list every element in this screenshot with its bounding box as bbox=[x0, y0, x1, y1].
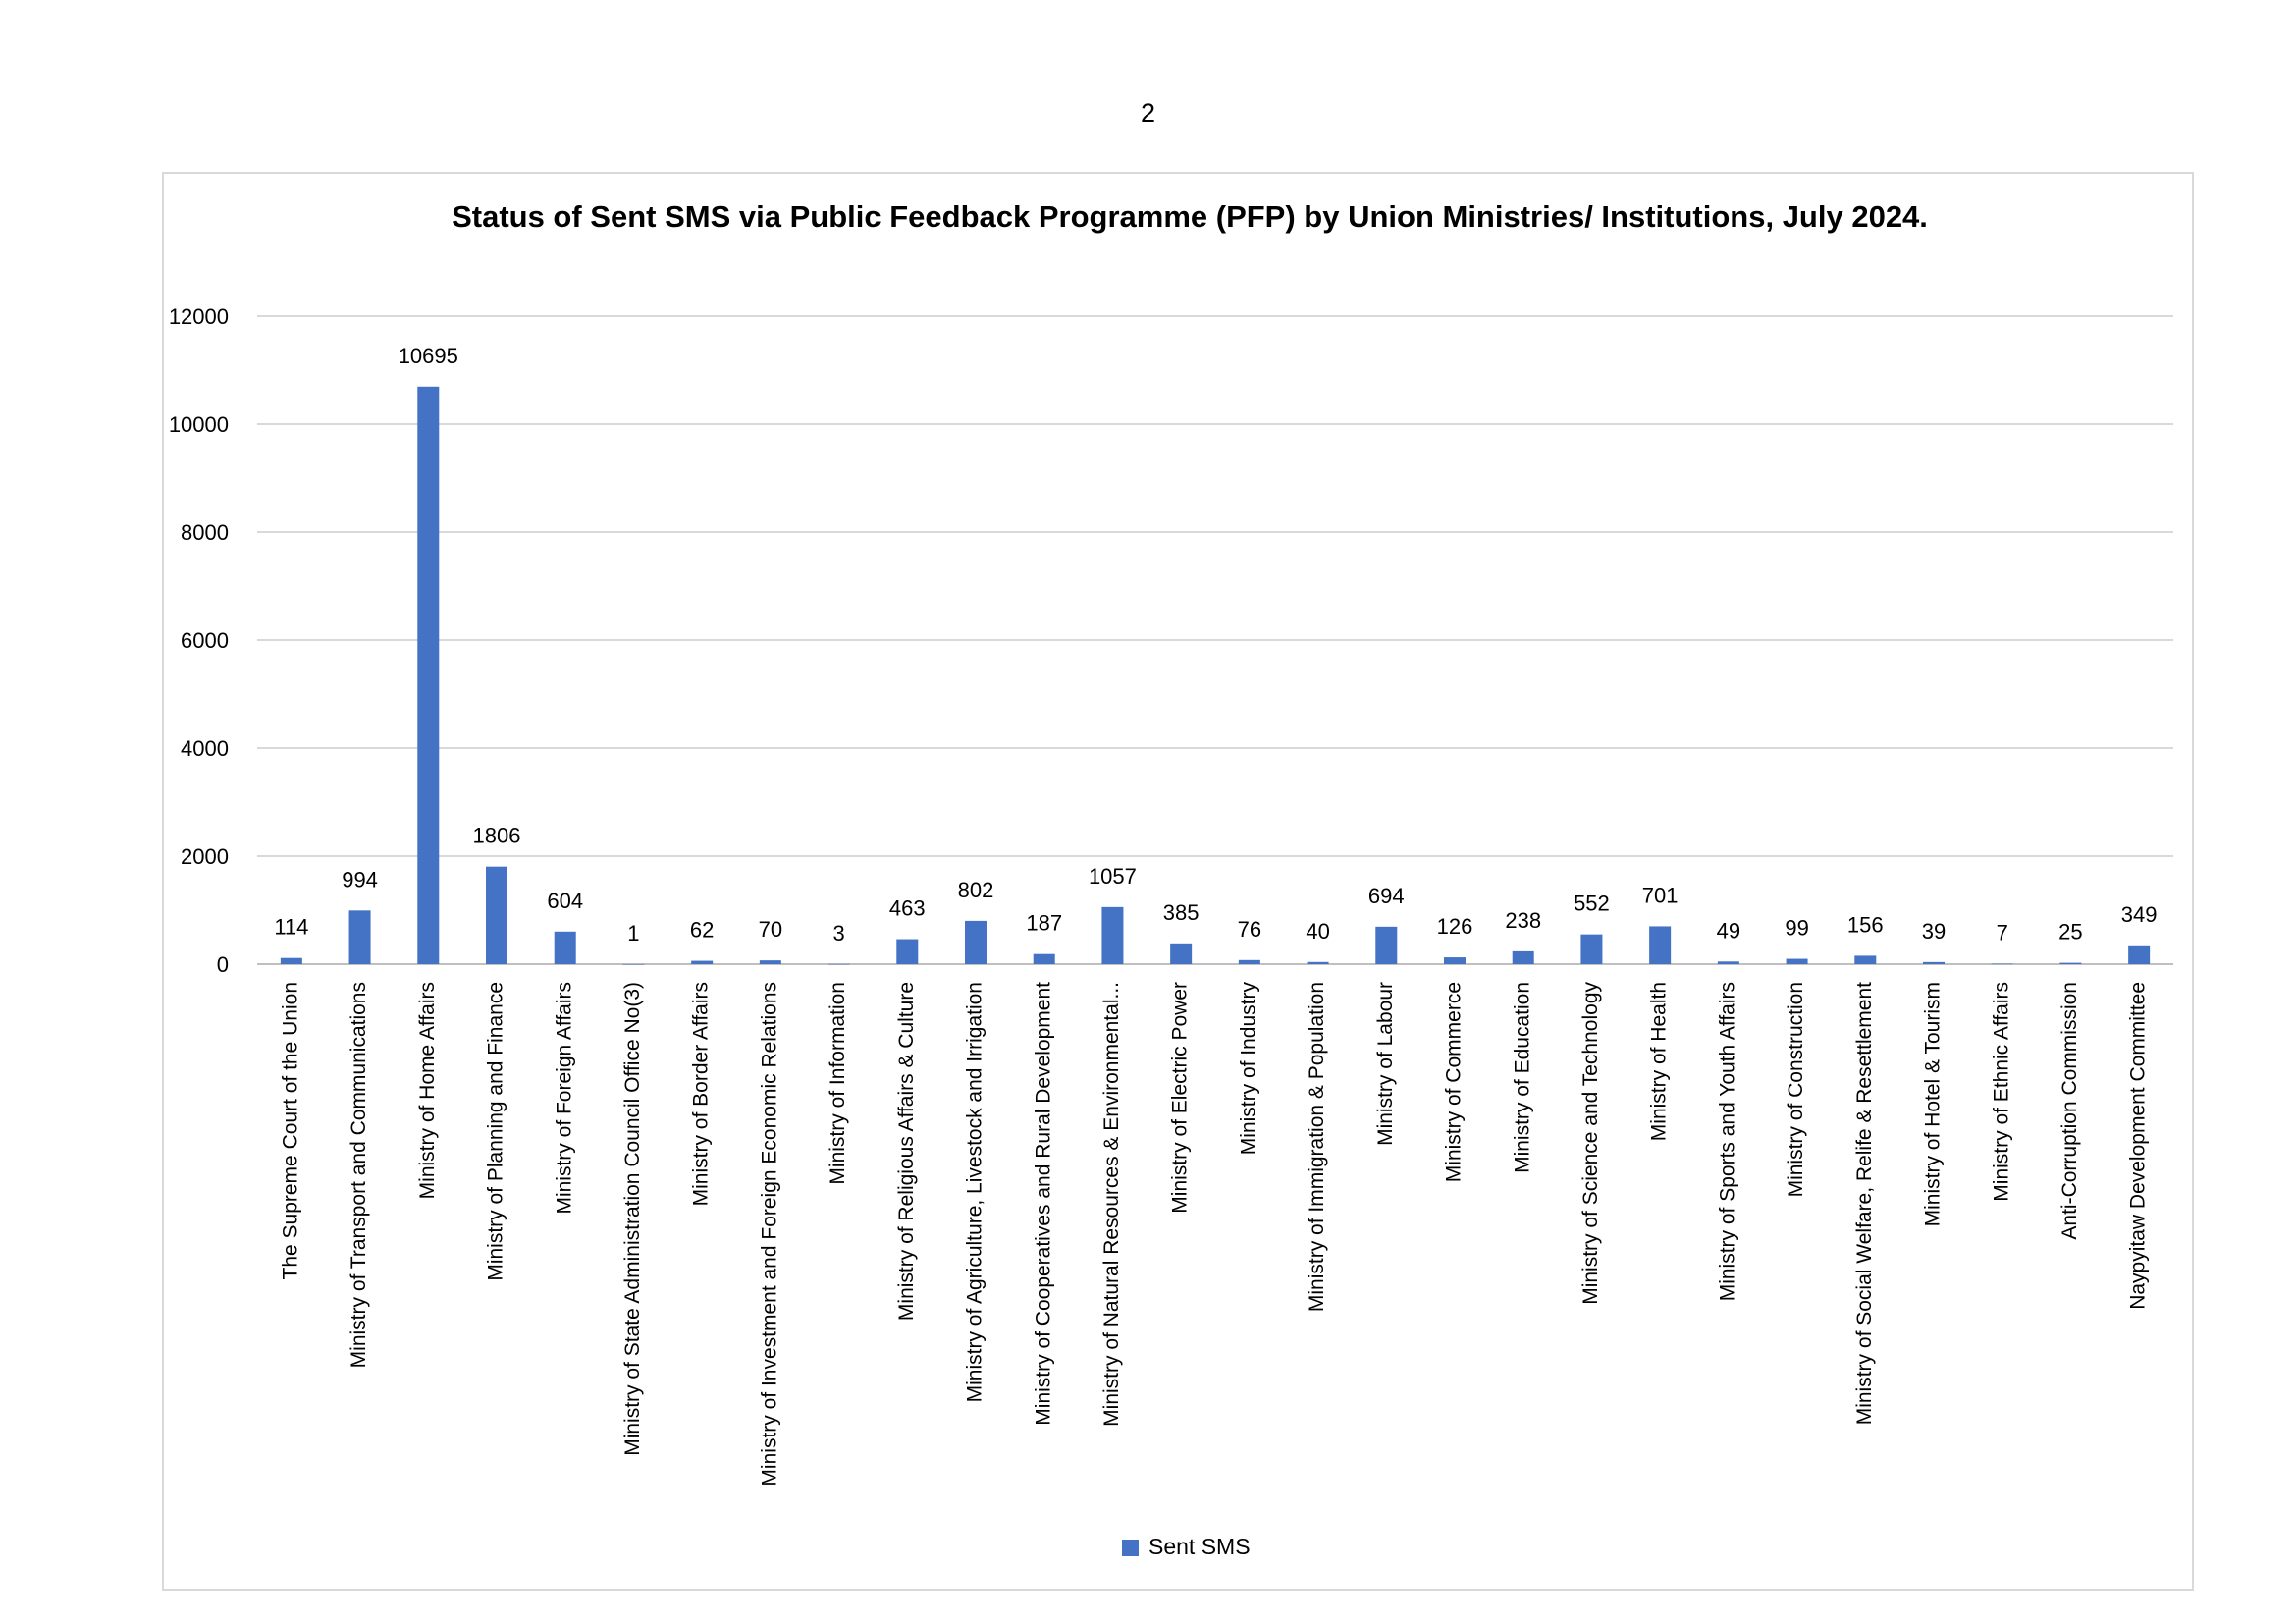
gridlines bbox=[257, 316, 2173, 964]
x-tick-label: Ministry of Construction bbox=[1785, 982, 1808, 1198]
x-tick-label: Ministry of State Administration Council Office No(3) bbox=[620, 982, 644, 1456]
data-label: 49 bbox=[1716, 918, 1741, 944]
data-label: 994 bbox=[342, 867, 378, 893]
bar bbox=[760, 960, 781, 964]
data-label: 126 bbox=[1436, 914, 1473, 940]
x-tick-label: The Supreme Court of the Union bbox=[279, 982, 302, 1280]
x-tick-label: Ministry of Home Affairs bbox=[415, 982, 439, 1200]
data-label: 802 bbox=[957, 877, 994, 902]
data-label: 3 bbox=[832, 920, 845, 946]
bar bbox=[1034, 954, 1055, 964]
bar bbox=[828, 964, 850, 965]
bar bbox=[417, 387, 439, 964]
y-tick-label: 12000 bbox=[168, 304, 229, 329]
data-label: 694 bbox=[1367, 883, 1405, 908]
bar bbox=[622, 964, 644, 965]
bar bbox=[896, 940, 918, 964]
data-label: 40 bbox=[1306, 918, 1330, 944]
bar bbox=[965, 921, 987, 964]
data-label: 39 bbox=[1921, 918, 1947, 944]
x-tick-label: Ministry of Investment and Foreign Economic Relations bbox=[758, 982, 781, 1487]
bar bbox=[1649, 926, 1671, 964]
y-tick-label: 2000 bbox=[181, 844, 229, 869]
data-label: 1 bbox=[627, 920, 640, 946]
x-tick-label: Ministry of Health bbox=[1647, 982, 1671, 1142]
x-tick-label: Ministry of Foreign Affairs bbox=[553, 982, 576, 1215]
bar bbox=[1854, 955, 1876, 964]
x-tick-label: Ministry of Transport and Communications bbox=[347, 982, 371, 1369]
bar bbox=[555, 932, 576, 964]
data-label: 62 bbox=[689, 917, 715, 943]
x-tick-label: Ministry of Natural Resources & Environmental... bbox=[1099, 982, 1123, 1427]
data-label: 604 bbox=[547, 888, 584, 913]
x-tick-label: Ministry of Industry bbox=[1237, 982, 1260, 1156]
x-tick-label: Naypyitaw Development Committee bbox=[2126, 982, 2150, 1310]
bar bbox=[1444, 957, 1466, 964]
y-axis-ticks bbox=[169, 304, 229, 977]
bar bbox=[1375, 927, 1397, 964]
data-label: 701 bbox=[1641, 883, 1679, 908]
data-label: 238 bbox=[1505, 907, 1542, 933]
bar bbox=[1923, 962, 1945, 964]
x-tick-label: Ministry of Sports and Youth Affairs bbox=[1716, 982, 1739, 1302]
x-tick-label: Ministry of Immigration & Population bbox=[1306, 982, 1329, 1313]
data-label: 10695 bbox=[398, 343, 458, 368]
bars bbox=[281, 387, 2150, 965]
chart-title: Status of Sent SMS via Public Feedback Programme (PFP) by Union Ministries/ Institutions, July 2024. bbox=[452, 199, 1928, 234]
data-label: 7 bbox=[1996, 920, 2008, 946]
bar-chart bbox=[164, 174, 2196, 1593]
bar bbox=[1308, 962, 1329, 964]
x-axis-ticks bbox=[279, 982, 2149, 1487]
legend bbox=[1122, 1534, 1251, 1559]
bar bbox=[1580, 935, 1602, 964]
x-tick-label: Anti-Corruption Commission bbox=[2057, 982, 2081, 1240]
bar bbox=[1718, 961, 1739, 964]
x-tick-label: Ministry of Information bbox=[827, 982, 850, 1185]
x-tick-label: Ministry of Planning and Finance bbox=[484, 982, 507, 1281]
bar bbox=[1170, 944, 1192, 964]
data-label: 99 bbox=[1785, 915, 1809, 941]
bar bbox=[1787, 959, 1808, 964]
bar bbox=[691, 961, 713, 964]
data-label: 70 bbox=[758, 917, 783, 943]
data-label: 114 bbox=[274, 914, 309, 940]
x-tick-label: Ministry of Agriculture, Livestock and Irrigation bbox=[963, 982, 987, 1403]
chart-frame bbox=[162, 172, 2194, 1591]
bar bbox=[1239, 960, 1260, 964]
y-tick-label: 6000 bbox=[181, 628, 229, 653]
y-tick-label: 10000 bbox=[168, 412, 229, 437]
bar bbox=[1992, 964, 2013, 965]
legend-label: Sent SMS bbox=[1148, 1534, 1251, 1559]
data-label: 25 bbox=[2058, 919, 2083, 945]
page-number: 2 bbox=[1140, 98, 1156, 128]
bar bbox=[2128, 946, 2150, 964]
x-tick-label: Ministry of Commerce bbox=[1442, 982, 1466, 1183]
x-tick-label: Ministry of Border Affairs bbox=[689, 982, 713, 1207]
data-label: 463 bbox=[888, 895, 926, 921]
data-labels bbox=[274, 344, 2157, 946]
data-label: 349 bbox=[2120, 901, 2158, 927]
y-tick-label: 0 bbox=[216, 952, 229, 977]
data-label: 187 bbox=[1026, 910, 1063, 936]
data-label: 76 bbox=[1237, 916, 1262, 942]
bar bbox=[281, 958, 302, 964]
bar bbox=[2059, 963, 2081, 964]
x-tick-label: Ministry of Hotel & Tourism bbox=[1921, 982, 1945, 1227]
data-label: 385 bbox=[1162, 899, 1200, 925]
legend-swatch bbox=[1122, 1540, 1139, 1556]
x-tick-label: Ministry of Social Welfare, Relife & Resettlement bbox=[1852, 982, 1876, 1426]
x-tick-label: Ministry of Labour bbox=[1373, 982, 1397, 1146]
x-tick-label: Ministry of Cooperatives and Rural Development bbox=[1032, 982, 1055, 1426]
x-tick-label: Ministry of Ethnic Affairs bbox=[1990, 982, 2013, 1202]
data-label: 1057 bbox=[1088, 863, 1137, 889]
bar bbox=[486, 867, 507, 964]
data-label: 1806 bbox=[472, 823, 521, 848]
x-tick-label: Ministry of Electric Power bbox=[1168, 982, 1192, 1214]
data-label: 552 bbox=[1574, 891, 1610, 916]
bar bbox=[1513, 951, 1534, 964]
x-tick-label: Ministry of Science and Technology bbox=[1578, 982, 1602, 1305]
x-tick-label: Ministry of Religious Affairs & Culture bbox=[894, 982, 918, 1322]
x-tick-label: Ministry of Education bbox=[1511, 982, 1534, 1173]
y-tick-label: 8000 bbox=[181, 520, 229, 545]
y-tick-label: 4000 bbox=[181, 736, 229, 761]
bar bbox=[349, 910, 371, 964]
data-label: 156 bbox=[1846, 912, 1884, 938]
bar bbox=[1101, 907, 1123, 964]
